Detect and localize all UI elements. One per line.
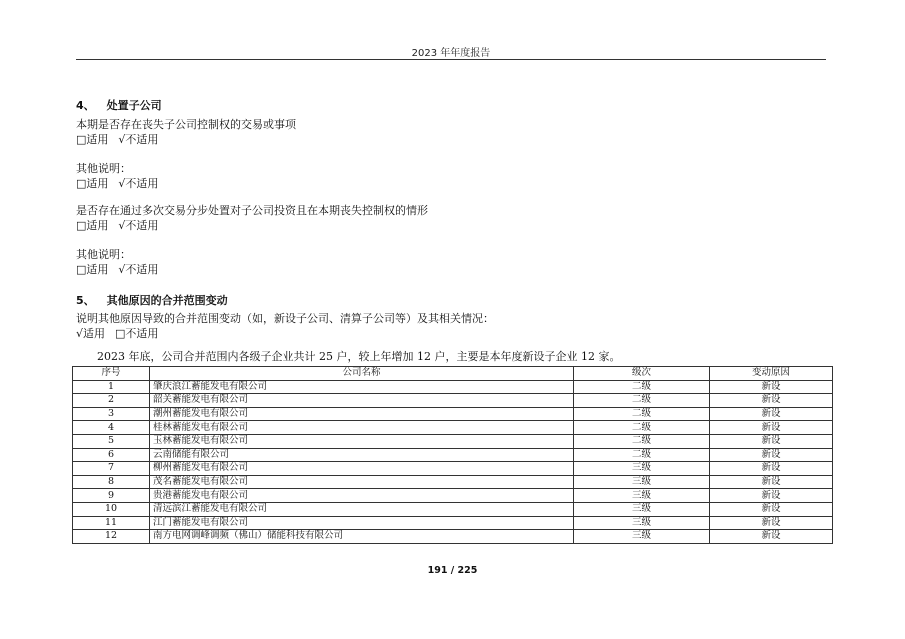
cell-reason: 新设 <box>710 380 833 394</box>
page-header: 2023 年年度报告 <box>411 48 491 59</box>
cell-reason: 新设 <box>710 421 833 435</box>
cell-reason: 新设 <box>710 394 833 408</box>
cell-index: 10 <box>73 502 150 516</box>
cell-level: 三级 <box>574 530 710 544</box>
cell-index: 7 <box>73 462 150 476</box>
cell-reason: 新设 <box>710 530 833 544</box>
section-4-heading <box>76 99 162 113</box>
table-row <box>73 448 833 462</box>
cell-company-name: 肇庆浪江蓄能发电有限公司 <box>150 380 574 394</box>
note2-label: 其他说明： <box>76 248 131 261</box>
table-row <box>73 407 833 421</box>
cell-reason: 新设 <box>710 448 833 462</box>
table-row <box>73 489 833 503</box>
cell-level: 二级 <box>574 434 710 448</box>
cell-company-name: 韶关蓄能发电有限公司 <box>150 394 574 408</box>
cell-index: 1 <box>73 380 150 394</box>
col-header-reason: 变动原因 <box>710 367 833 381</box>
page-number: 191 / 225 <box>427 565 478 576</box>
table-row <box>73 380 833 394</box>
cell-company-name: 南方电网调峰调频（佛山）储能科技有限公司 <box>150 530 574 544</box>
note1-label: 其他说明： <box>76 162 131 175</box>
cell-level: 三级 <box>574 516 710 530</box>
section-5-heading <box>76 294 228 308</box>
table-row <box>73 475 833 489</box>
cell-index: 3 <box>73 407 150 421</box>
header-divider <box>76 59 826 60</box>
note1-option-not-applicable: √不适用 <box>118 177 159 190</box>
table-row <box>73 421 833 435</box>
q2-option-applicable: □适用 <box>76 219 109 232</box>
cell-company-name: 柳州蓄能发电有限公司 <box>150 462 574 476</box>
q2-option-not-applicable: √不适用 <box>118 219 159 232</box>
cell-company-name: 江门蓄能发电有限公司 <box>150 516 574 530</box>
cell-reason: 新设 <box>710 516 833 530</box>
cell-company-name: 玉林蓄能发电有限公司 <box>150 434 574 448</box>
cell-index: 9 <box>73 489 150 503</box>
section-5-description: 说明其他原因导致的合并范围变动（如，新设子公司、清算子公司等）及其相关情况： <box>76 312 494 325</box>
note2-option-applicable: □适用 <box>76 263 109 276</box>
table-row <box>73 516 833 530</box>
cell-level: 三级 <box>574 462 710 476</box>
table-row <box>73 530 833 544</box>
section-5-title: 其他原因的合并范围变动 <box>106 294 228 307</box>
cell-reason: 新设 <box>710 502 833 516</box>
q1-option-applicable: □适用 <box>76 133 109 146</box>
q1-option-not-applicable: √不适用 <box>118 133 159 146</box>
section-5-options <box>76 327 158 341</box>
section-5-summary: 2023 年底，公司合并范围内各级子企业共计 25 户，较上年增加 12 户，主要是本年度新设子企业 12 家。 <box>97 350 621 363</box>
note1-options <box>76 177 158 191</box>
cell-reason: 新设 <box>710 462 833 476</box>
q1-text: 本期是否存在丧失子公司控制权的交易或事项 <box>76 118 296 131</box>
subsidiary-change-table <box>72 366 833 544</box>
cell-level: 二级 <box>574 421 710 435</box>
cell-company-name: 茂名蓄能发电有限公司 <box>150 475 574 489</box>
cell-company-name: 潮州蓄能发电有限公司 <box>150 407 574 421</box>
cell-company-name: 清远滨江蓄能发电有限公司 <box>150 502 574 516</box>
cell-index: 8 <box>73 475 150 489</box>
cell-company-name: 云南储能有限公司 <box>150 448 574 462</box>
cell-index: 5 <box>73 434 150 448</box>
q2-text: 是否存在通过多次交易分步处置对子公司投资且在本期丧失控制权的情形 <box>76 204 428 217</box>
cell-reason: 新设 <box>710 489 833 503</box>
cell-reason: 新设 <box>710 434 833 448</box>
col-header-company: 公司名称 <box>150 367 574 381</box>
col-header-index: 序号 <box>73 367 150 381</box>
section-5-number: 5、 <box>76 294 95 307</box>
cell-index: 4 <box>73 421 150 435</box>
note1-option-applicable: □适用 <box>76 177 109 190</box>
cell-index: 12 <box>73 530 150 544</box>
section-5-option-applicable: √适用 <box>76 327 106 340</box>
table-row <box>73 394 833 408</box>
note2-options <box>76 263 158 277</box>
q2-options <box>76 219 158 233</box>
cell-level: 二级 <box>574 380 710 394</box>
cell-company-name: 桂林蓄能发电有限公司 <box>150 421 574 435</box>
cell-index: 6 <box>73 448 150 462</box>
section-5-option-not-applicable: □不适用 <box>115 327 159 340</box>
col-header-level: 级次 <box>574 367 710 381</box>
cell-level: 三级 <box>574 489 710 503</box>
cell-level: 二级 <box>574 448 710 462</box>
note2-option-not-applicable: √不适用 <box>118 263 159 276</box>
table-header-row <box>73 367 833 381</box>
cell-level: 三级 <box>574 502 710 516</box>
cell-index: 2 <box>73 394 150 408</box>
cell-reason: 新设 <box>710 475 833 489</box>
q1-options <box>76 133 158 147</box>
cell-reason: 新设 <box>710 407 833 421</box>
cell-level: 三级 <box>574 475 710 489</box>
cell-company-name: 贵港蓄能发电有限公司 <box>150 489 574 503</box>
cell-level: 二级 <box>574 394 710 408</box>
section-4-number: 4、 <box>76 99 95 112</box>
table-row <box>73 434 833 448</box>
cell-level: 二级 <box>574 407 710 421</box>
cell-index: 11 <box>73 516 150 530</box>
table-row <box>73 502 833 516</box>
table-row <box>73 462 833 476</box>
table-body <box>73 380 833 543</box>
section-4-title: 处置子公司 <box>106 99 162 112</box>
